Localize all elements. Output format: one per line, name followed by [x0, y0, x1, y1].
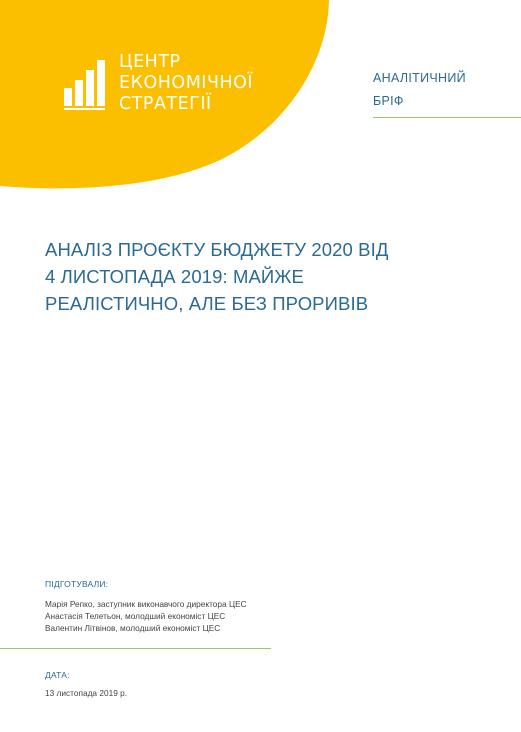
logo-line: ЕКОНОМІЧНОЇ: [119, 73, 254, 93]
logo-line: СТРАТЕГІЇ: [119, 94, 212, 114]
header-divider: [373, 117, 521, 118]
document-type-line: АНАЛІТИЧНИЙ: [373, 71, 466, 85]
title-line: АНАЛІЗ ПРОЄКТУ БЮДЖЕТУ 2020 ВІД: [45, 239, 389, 260]
title-line: РЕАЛІСТИЧНО, АЛЕ БЕЗ ПРОРИВІВ: [45, 293, 369, 314]
author-item: Марія Репко, заступник виконавчого директора ЦЕС: [45, 599, 247, 609]
document-type-line: БРІФ: [373, 94, 404, 108]
document-title: [45, 236, 425, 317]
date-label: ДАТА:: [45, 670, 70, 680]
date-value: 13 листопада 2019 р.: [45, 688, 128, 698]
prepared-by-label: ПІДГОТУВАЛИ:: [45, 579, 109, 589]
organization-logo-text: [119, 52, 253, 115]
author-item: Валентин Літвінов, молодший економіст ЦЕС: [45, 623, 221, 633]
logo-line: ЦЕНТР: [119, 52, 181, 72]
authors-list: [45, 598, 247, 634]
footer-divider: [0, 648, 271, 649]
bar-chart-icon: [64, 58, 110, 110]
document-type: [373, 67, 466, 113]
title-line: 4 ЛИСТОПАДА 2019: МАЙЖЕ: [45, 266, 304, 287]
author-item: Анастасія Телетьон, молодший економіст ЦЕС: [45, 611, 226, 621]
